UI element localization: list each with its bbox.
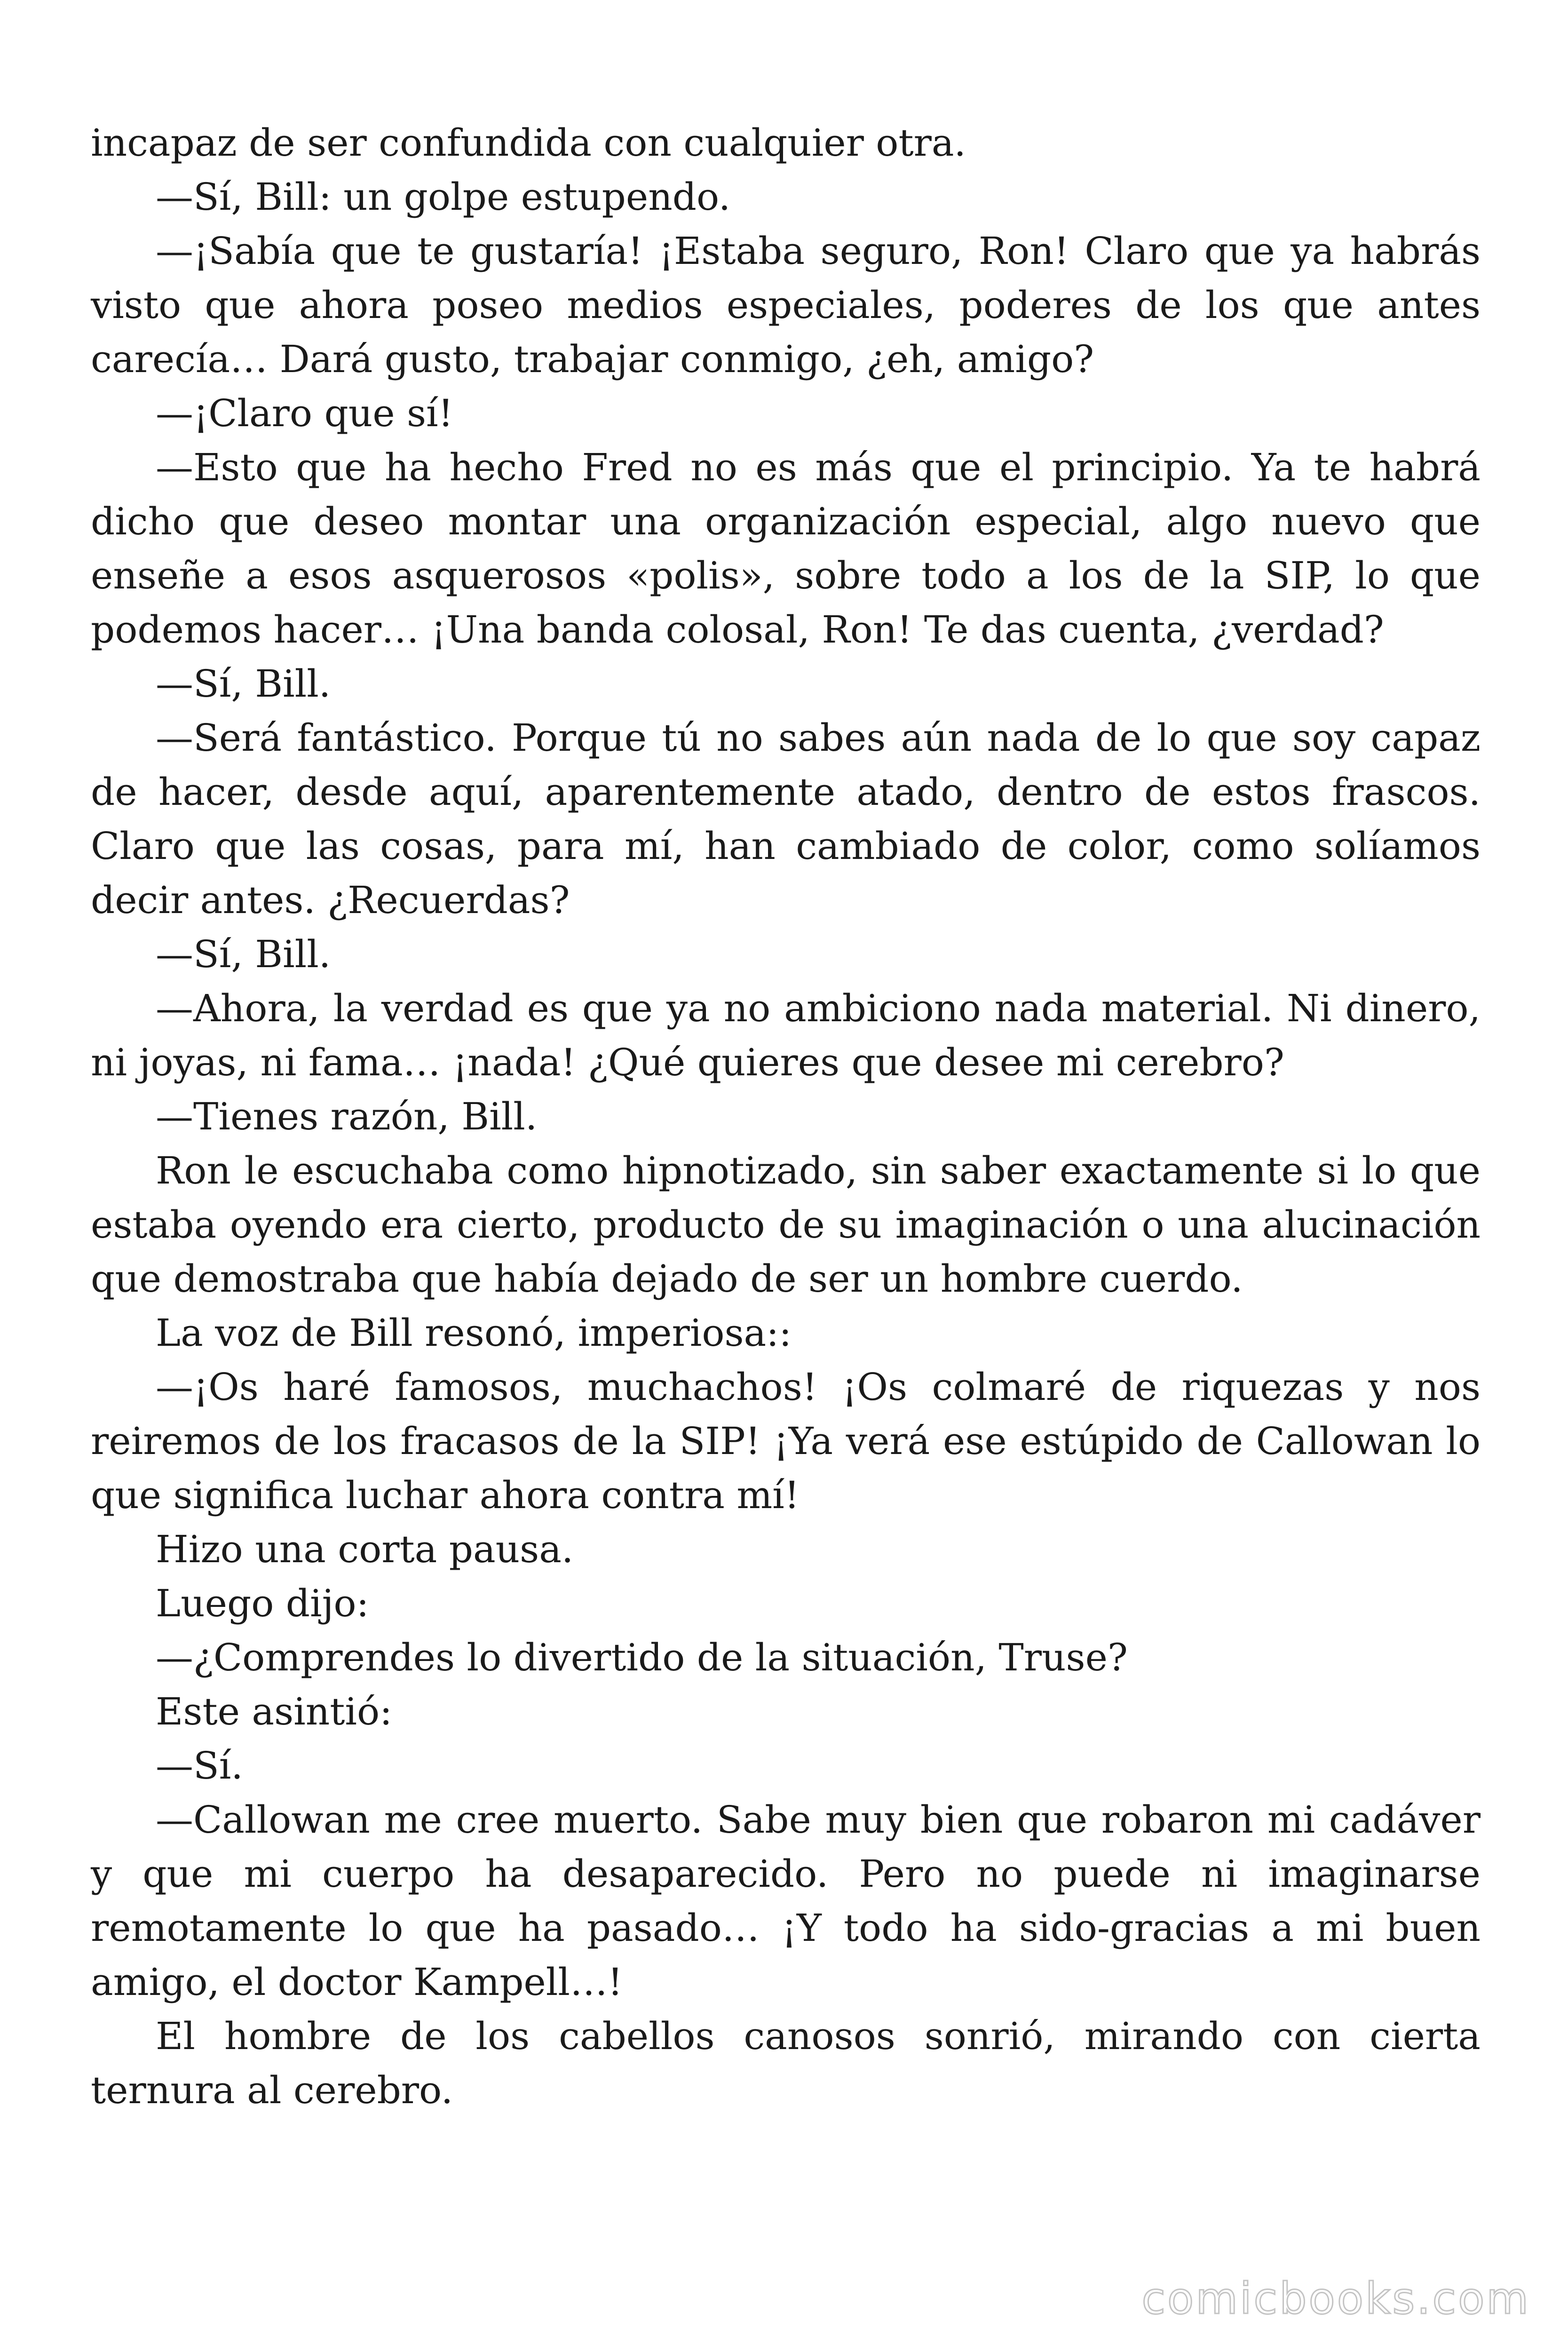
paragraph-19: —Callowan me cree muerto. Sabe muy bien que robaron mi cadáver y que mi cuerpo ha desaparecido. Pero no puede ni imaginarse remotamente lo que ha pasado… ¡Y todo ha sido-gracias a mi buen amigo, el doctor Kampell…!: [91, 1798, 1481, 2004]
paragraph-13: —¡Os haré famosos, muchachos! ¡Os colmaré de riquezas y nos reiremos de los fracasos de la SIP! ¡Ya verá ese estúpido de Callowan lo que significa luchar ahora contra mí!: [91, 1365, 1481, 1517]
paragraph-9: —Ahora, la verdad es que ya no ambiciono nada material. Ni dinero, ni joyas, ni fama… ¡nada! ¿Qué quieres que desee mi cerebro?: [91, 986, 1481, 1084]
paragraph-14: Hizo una corta pausa.: [156, 1527, 574, 1571]
page-body: [91, 116, 1481, 2117]
paragraph-6: —Sí, Bill.: [156, 662, 331, 706]
paragraph-8: —Sí, Bill.: [156, 932, 331, 976]
paragraph-17: Este asintió:: [156, 1690, 393, 1733]
paragraph-12: La voz de Bill resonó, imperiosa::: [156, 1311, 792, 1355]
paragraph-5: —Esto que ha hecho Fred no es más que el principio. Ya te habrá dicho que deseo montar una organización especial, algo nuevo que enseñe a esos asquerosos «polis», sobre todo a los de la SIP, lo que podemos hacer… ¡Una banda colosal, Ron! Te das cuenta, ¿verdad?: [91, 445, 1481, 652]
paragraph-11: Ron le escuchaba como hipnotizado, sin saber exactamente si lo que estaba oyendo era cierto, producto de su imaginación o una alucinación que demostraba que había dejado de ser un hombre cuerdo.: [91, 1149, 1481, 1301]
paragraph-18: —Sí.: [156, 1744, 243, 1788]
paragraph-4: —¡Claro que sí!: [156, 391, 453, 435]
paragraph-2: —Sí, Bill: un golpe estupendo.: [156, 175, 731, 219]
paragraph-1: incapaz de ser confundida con cualquier otra.: [91, 121, 966, 165]
paragraph-10: —Tienes razón, Bill.: [156, 1095, 538, 1138]
paragraph-16: —¿Comprendes lo divertido de la situación, Truse?: [156, 1636, 1128, 1679]
watermark: comicbooks.com: [1141, 2273, 1530, 2324]
paragraph-15: Luego dijo:: [156, 1581, 369, 1625]
paragraph-20: El hombre de los cabellos canosos sonrió, mirando con cierta ternura al cerebro.: [91, 2014, 1481, 2112]
paragraph-7: —Será fantástico. Porque tú no sabes aún nada de lo que soy capaz de hacer, desde aquí, aparentemente atado, dentro de estos frascos. Claro que las cosas, para mí, han cambiado de color, como solíamos decir antes. ¿Recuerdas?: [91, 716, 1481, 922]
paragraph-3: —¡Sabía que te gustaría! ¡Estaba seguro, Ron! Claro que ya habrás visto que ahora poseo medios especiales, poderes de los que antes carecía… Dará gusto, trabajar conmigo, ¿eh, amigo?: [91, 229, 1481, 381]
